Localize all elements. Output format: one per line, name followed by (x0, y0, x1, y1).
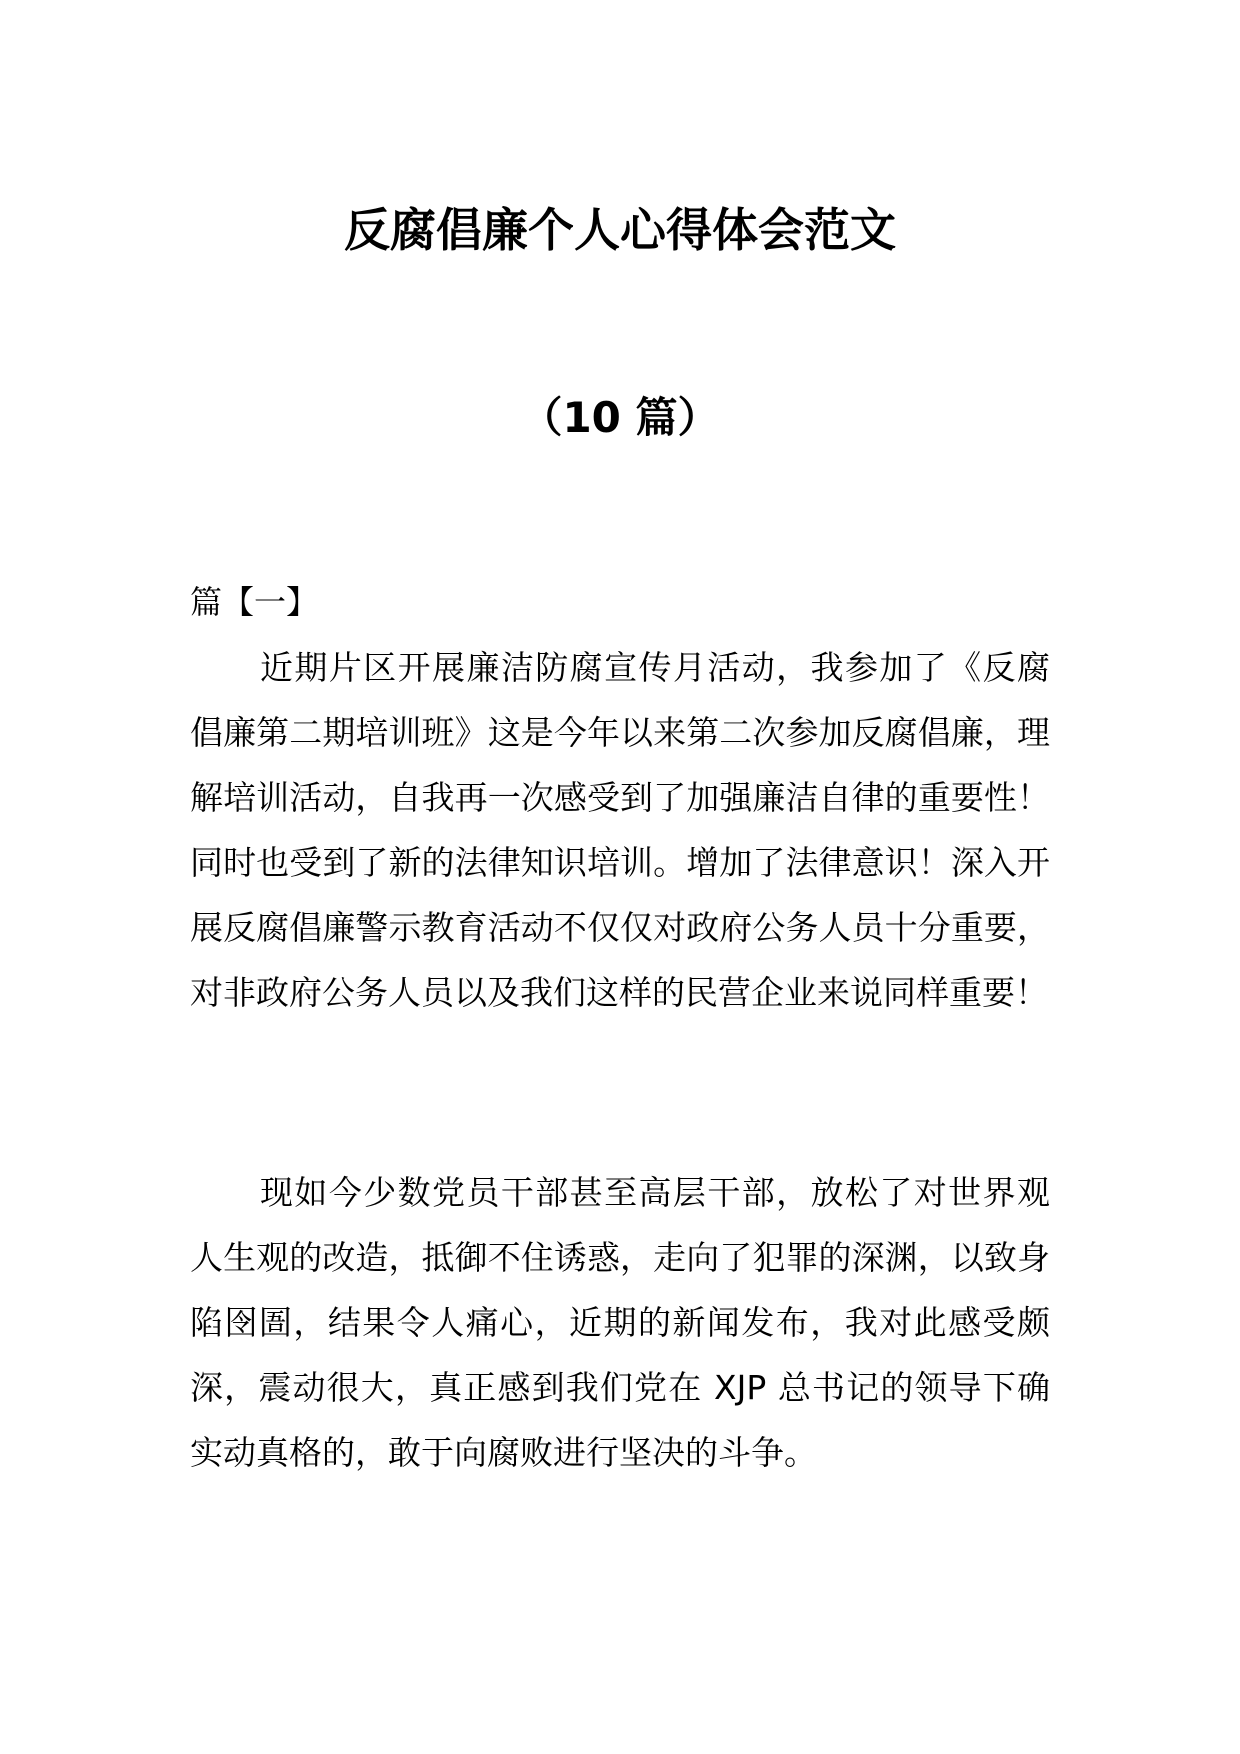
document-title: 反腐倡廉个人心得体会范文 (344, 203, 896, 257)
document-subtitle: （10 篇） (520, 393, 720, 442)
body-paragraph: 近期片区开展廉洁防腐宣传月活动，我参加了《反腐倡廉第二期培训班》这是今年以来第二次参加反腐倡廉，理解培训活动，自我再一次感受到了加强廉洁自律的重要性！同时也受到了新的法律知识培训。增加了法律意识！深入开展反腐倡廉警示教育活动不仅仅对政府公务人员十分重要，对非政府公务人员以及我们这样的民营企业来说同样重要！ (190, 648, 1050, 1012)
body-paragraph: 现如今少数党员干部甚至高层干部，放松了对世界观人生观的改造，抵御不住诱惑，走向了犯罪的深渊，以致身陷囹圄，结果令人痛心，近期的新闻发布，我对此感受颇深，震动很大，真正感到我们党在 XJP 总书记的领导下确实动真格的，敢于向腐败进行坚决的斗争。 (190, 1173, 1050, 1472)
section-heading: 篇【一】 (190, 583, 319, 621)
